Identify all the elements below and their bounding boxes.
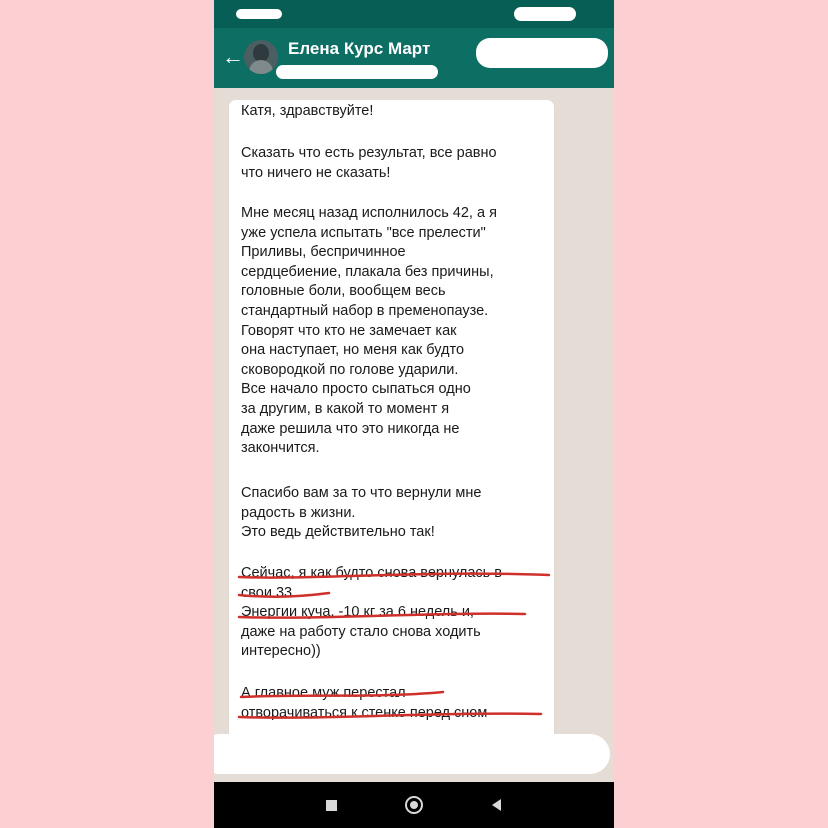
message-paragraph: Мне месяц назад исполнилось 42, а я уже успела испытать "все прелести" Приливы, беспричинное сердцебиение, плакала без причины, головные боли, вообщем весь стандартный набор в пременопаузе. Говорят что кто не замечает как она наступает, но меня как будто сковородкой по голове ударили. Все начало просто сыпаться одно за другим, в какой то момент я даже решила что это никогда не закончится. xyxy=(241,205,497,457)
recents-button[interactable] xyxy=(311,782,351,828)
header-redaction-right xyxy=(476,38,608,68)
circle-icon xyxy=(405,796,423,814)
header-redaction-status xyxy=(276,65,438,79)
avatar[interactable] xyxy=(244,40,278,74)
arrow-left-icon[interactable]: ← xyxy=(222,44,244,69)
back-button[interactable] xyxy=(476,782,516,828)
message-paragraph: А главное муж перестал отворачиваться к стенке перед сном xyxy=(241,685,488,721)
message-bubble[interactable] xyxy=(229,100,554,750)
input-redaction xyxy=(214,734,610,774)
contact-name[interactable]: Елена Курс Март xyxy=(288,39,431,58)
home-button[interactable] xyxy=(394,782,434,828)
status-redaction-right xyxy=(514,7,576,21)
triangle-icon xyxy=(492,799,501,811)
message-paragraph: Спасибо вам за то что вернули мне радость в жизни. Это ведь действительно так! xyxy=(241,485,482,541)
message-paragraph: Сказать что есть результат, все равно что ничего не сказать! xyxy=(241,145,497,181)
message-paragraph: Катя, здравствуйте! xyxy=(241,103,374,119)
phone-screen xyxy=(214,0,614,828)
square-icon xyxy=(326,800,337,811)
status-redaction-left xyxy=(236,9,282,19)
status-bar xyxy=(214,0,614,28)
chat-header xyxy=(214,28,614,88)
system-nav-bar xyxy=(214,782,614,828)
message-paragraph: Сейчас, я как будто снова вернулась в свои 33 Энергии куча, -10 кг за 6 недель и, даже на работу стало снова ходить интересно)) xyxy=(241,565,502,660)
